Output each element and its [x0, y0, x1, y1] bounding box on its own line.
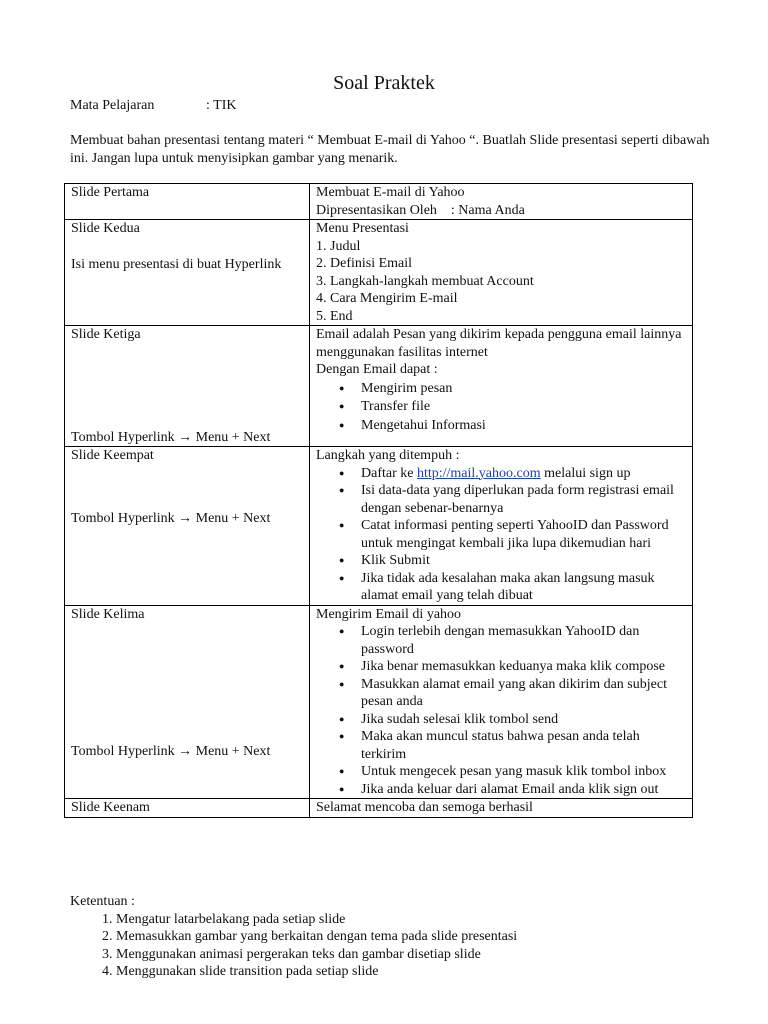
bullet-text: Daftar ke — [361, 465, 417, 481]
row-note: Isi menu presentasi di buat Hyperlink — [71, 256, 282, 272]
subject-line — [70, 97, 237, 115]
table-row — [65, 799, 693, 818]
bullet-item: ● Transfer file — [361, 398, 686, 416]
list-item: 3. Menggunakan animasi pergerakan teks dan gambar disetiap slide — [116, 946, 517, 964]
intro-paragraph: Membuat bahan presentasi tentang materi “ Membuat E-mail di Yahoo “. Buatlah Slide presentasi seperti dibawah ini. Jangan lupa untuk menyisipkan gambar yang menarik. — [70, 133, 710, 166]
menu-item: 3. Langkah-langkah membuat Account — [316, 273, 534, 289]
row-content — [310, 220, 693, 326]
content-subtitle: Dengan Email dapat : — [316, 362, 438, 377]
table-row — [65, 220, 693, 326]
row-label — [65, 447, 310, 606]
subject-label: Mata Pelajaran — [70, 98, 155, 113]
bullet-text: melalui sign up — [540, 465, 631, 481]
row-content — [310, 605, 693, 799]
row-label-text: Slide Kelima — [71, 606, 145, 622]
row-label — [65, 220, 310, 326]
bullet-item: ● Login terlebih dengan memasukkan YahooID dan password — [361, 623, 686, 658]
bullet-item: ● Masukkan alamat email yang akan dikirim dan subject pesan anda — [361, 676, 686, 711]
list-item: 4. Menggunakan slide transition pada setiap slide — [116, 963, 517, 981]
list-item: 1. Mengatur latarbelakang pada setiap slide — [116, 911, 517, 929]
menu-item: 1. Judul — [316, 238, 361, 254]
bullet-item: ● Jika benar memasukkan keduanya maka klik compose — [361, 658, 686, 676]
bullet-item: ● Klik Submit — [361, 552, 686, 570]
row-note: Tombol Hyperlink → Menu + Next — [71, 429, 271, 445]
table-row — [65, 447, 693, 606]
row-label — [65, 326, 310, 447]
yahoo-mail-link[interactable]: http://mail.yahoo.com — [416, 465, 541, 481]
bullet-item: ● Mengirim pesan — [361, 380, 686, 398]
content-title: Menu Presentasi — [316, 221, 409, 236]
row-label-text: Slide Keempat — [71, 448, 154, 463]
bullet-item: ● Jika tidak ada kesalahan maka akan langsung masuk alamat email yang telah dibuat — [361, 570, 686, 605]
menu-item: 4. Cara Mengirim E-mail — [316, 291, 458, 306]
row-label: Slide Keenam — [65, 799, 310, 818]
menu-item: 5. End — [316, 308, 353, 324]
row-label-text: Slide Kedua — [71, 221, 140, 236]
content-title: Langkah yang ditempuh : — [316, 448, 460, 463]
bullet-item: ● Jika anda keluar dari alamat Email anda klik sign out — [361, 781, 686, 799]
bullet-item: ● Maka akan muncul status bahwa pesan anda telah terkirim — [361, 728, 686, 763]
bullet-item: ● Mengetahui Informasi — [361, 417, 686, 435]
ketentuan-section — [70, 893, 517, 981]
content-text: Email adalah Pesan yang dikirim kepada pengguna email lainnya menggunakan fasilitas internet — [316, 327, 682, 360]
row-label-text: Slide Ketiga — [71, 327, 141, 342]
row-note: Tombol Hyperlink → Menu + Next — [71, 744, 271, 759]
bullet-item: ● Untuk mengecek pesan yang masuk klik tombol inbox — [361, 763, 686, 781]
table-row — [65, 184, 693, 220]
content-title: Mengirim Email di yahoo — [316, 606, 462, 622]
content-line: Dipresentasikan Oleh : Nama Anda — [316, 202, 525, 218]
bullet-item: ● Jika sudah selesai klik tombol send — [361, 711, 686, 729]
ketentuan-heading: Ketentuan : — [70, 894, 135, 909]
list-item: 2. Memasukkan gambar yang berkaitan dengan tema pada slide presentasi — [116, 928, 517, 946]
bullet-item: ● Isi data-data yang diperlukan pada form registrasi email dengan sebenar-benarnya — [361, 482, 686, 517]
slides-table — [64, 183, 693, 818]
bullet-item: ● Catat informasi penting seperti YahooID dan Password untuk mengingat kembali jika lupa dikemudian hari — [361, 517, 686, 552]
table-row — [65, 605, 693, 799]
bullet-item — [361, 465, 686, 483]
content-line: Membuat E-mail di Yahoo — [316, 185, 465, 200]
row-content — [310, 326, 693, 447]
subject-value: : TIK — [206, 98, 237, 113]
row-content — [310, 447, 693, 606]
page-title: Soal Praktek — [333, 72, 435, 94]
row-content — [310, 184, 693, 220]
row-label — [65, 605, 310, 799]
menu-item: 2. Definisi Email — [316, 256, 413, 271]
row-content: Selamat mencoba dan semoga berhasil — [310, 799, 693, 818]
row-note: Tombol Hyperlink → Menu + Next — [71, 510, 271, 526]
row-label: Slide Pertama — [65, 184, 310, 220]
table-row — [65, 326, 693, 447]
